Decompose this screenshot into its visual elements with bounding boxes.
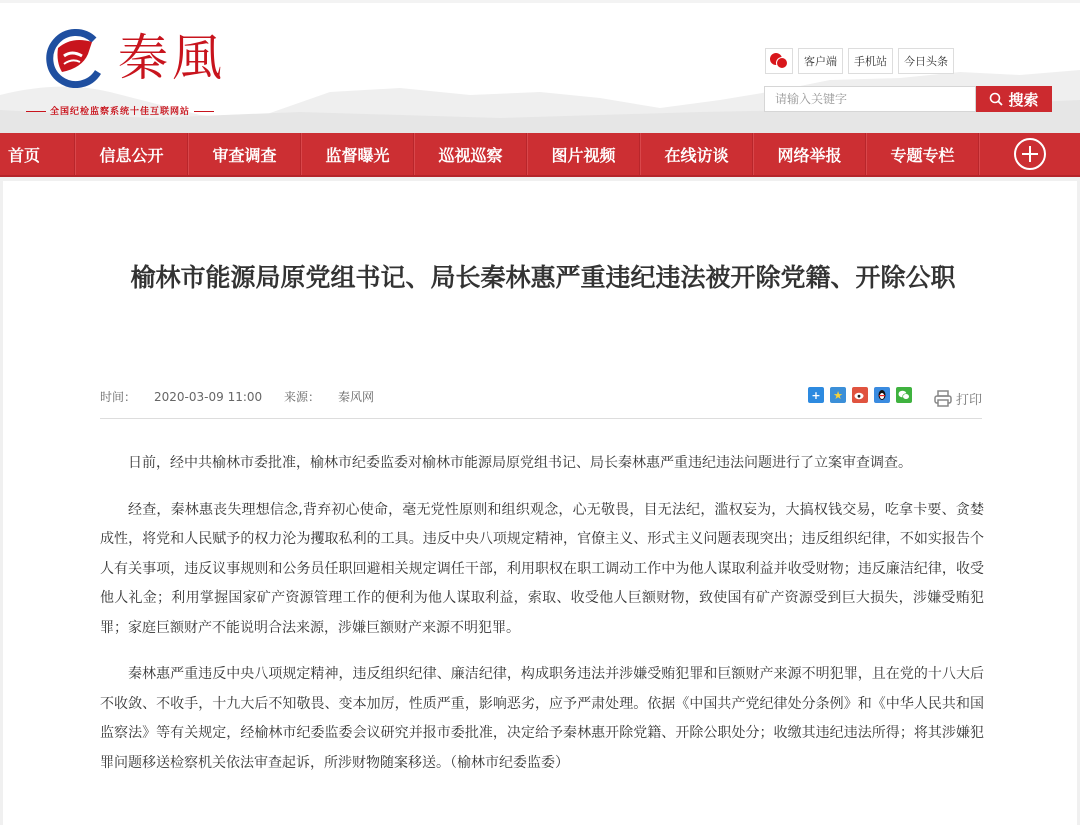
print-label: 打印: [955, 393, 982, 408]
article-meta: [100, 387, 982, 419]
printer-icon: [933, 390, 953, 408]
nav-item-home[interactable]: 首页: [0, 133, 75, 175]
article-title: 榆林市能源局原党组书记、局长秦林惠严重违纪违法被开除党籍、开除公职: [130, 263, 956, 292]
article-source: 来源： 秦风网: [283, 390, 375, 404]
article-paragraph: 经查，秦林惠丧失理想信念,背弃初心使命，毫无党性原则和组织观念，心无敬畏，目无法纪，滥权妄为，大搞权钱交易，吃拿卡要、贪婪成性，将党和人民赋予的权力沦为攫取私利的工具。违反中央八项规定精神，官僚主义、形式主义问题表现突出；违反组织纪律，不如实报告个人有关事项，违反议事规则和公务员任职回避相关规定调任干部，利用职权在职工调动工作中为他人谋取利益并收受财物；违反廉洁纪律，收受他人礼金；利用掌握国家矿产资源管理工作的便利为他人谋取利益，索取、收受他人巨额财物，致使国有矿产资源受到巨大损失，涉嫌受贿犯罪；家庭巨额财产不能说明合法来源，涉嫌巨额财产来源不明犯罪。: [100, 501, 984, 636]
wechat-icon: [769, 52, 789, 70]
nav-item-inspection[interactable]: 巡视巡察: [414, 133, 527, 175]
tool-links: [765, 48, 954, 74]
search-button-label: 搜索: [1008, 90, 1039, 109]
nav-item-supervision-exposure[interactable]: 监督曝光: [301, 133, 414, 175]
share-more-icon[interactable]: +: [808, 387, 824, 403]
search-button[interactable]: [976, 86, 1052, 112]
logo-subtitle: 全国纪检监察系统十佳互联网站: [22, 104, 282, 117]
site-logo[interactable]: [30, 20, 270, 117]
search-icon: [989, 92, 1003, 106]
mobile-site-link[interactable]: 手机站: [848, 48, 893, 74]
share-bar: [808, 387, 912, 403]
logo-text: 秦風: [118, 29, 226, 87]
publish-time: 时间： 2020-03-09 11:00: [100, 390, 263, 404]
weibo-icon[interactable]: [852, 387, 868, 403]
site-header: [0, 0, 1080, 133]
article-info: [100, 387, 374, 407]
nav-item-special-topics[interactable]: 专题专栏: [866, 133, 979, 175]
article-container: [3, 181, 1077, 825]
search-input[interactable]: [764, 86, 976, 112]
client-link[interactable]: 客户端: [798, 48, 843, 74]
nav-more-button[interactable]: [979, 133, 1079, 175]
wechat-link[interactable]: [765, 48, 793, 74]
qzone-icon[interactable]: ★: [830, 387, 846, 403]
wechat-share-icon[interactable]: [896, 387, 912, 403]
article-paragraph: 日前，经中共榆林市委批准，榆林市纪委监委对榆林市能源局原党组书记、局长秦林惠严重违纪违法问题进行了立案审查调查。: [128, 455, 912, 471]
nav-item-investigation[interactable]: 审查调查: [188, 133, 301, 175]
nav-item-online-interview[interactable]: 在线访谈: [640, 133, 753, 175]
search-bar: [764, 86, 1052, 112]
nav-item-online-report[interactable]: 网络举报: [753, 133, 866, 175]
plus-circle-icon: [1014, 138, 1046, 170]
qq-icon[interactable]: [874, 387, 890, 403]
toutiao-link[interactable]: 今日头条: [898, 48, 954, 74]
nav-item-photos-videos[interactable]: 图片视频: [527, 133, 640, 175]
nav-item-info-disclosure[interactable]: 信息公开: [75, 133, 188, 175]
article-paragraph: 秦林惠严重违反中央八项规定精神，违反组织纪律、廉洁纪律，构成职务违法并涉嫌受贿犯罪和巨额财产来源不明犯罪，且在党的十八大后不收敛、不收手，十九大后不知敬畏、变本加厉，性质严重，影响恶劣，应予严肃处理。依据《中国共产党纪律处分条例》和《中华人民共和国监察法》等有关规定，经榆林市纪委监委会议研究并报市委批准，决定给予秦林惠开除党籍、开除公职处分；收缴其违纪违法所得；将其涉嫌犯罪问题移送检察机关依法审查起诉，所涉财物随案移送。（榆林市纪委监委）: [100, 666, 984, 771]
logo-emblem-icon: [42, 26, 104, 88]
article-body: [100, 449, 984, 795]
main-nav: [0, 133, 1080, 177]
print-button[interactable]: [933, 389, 982, 408]
